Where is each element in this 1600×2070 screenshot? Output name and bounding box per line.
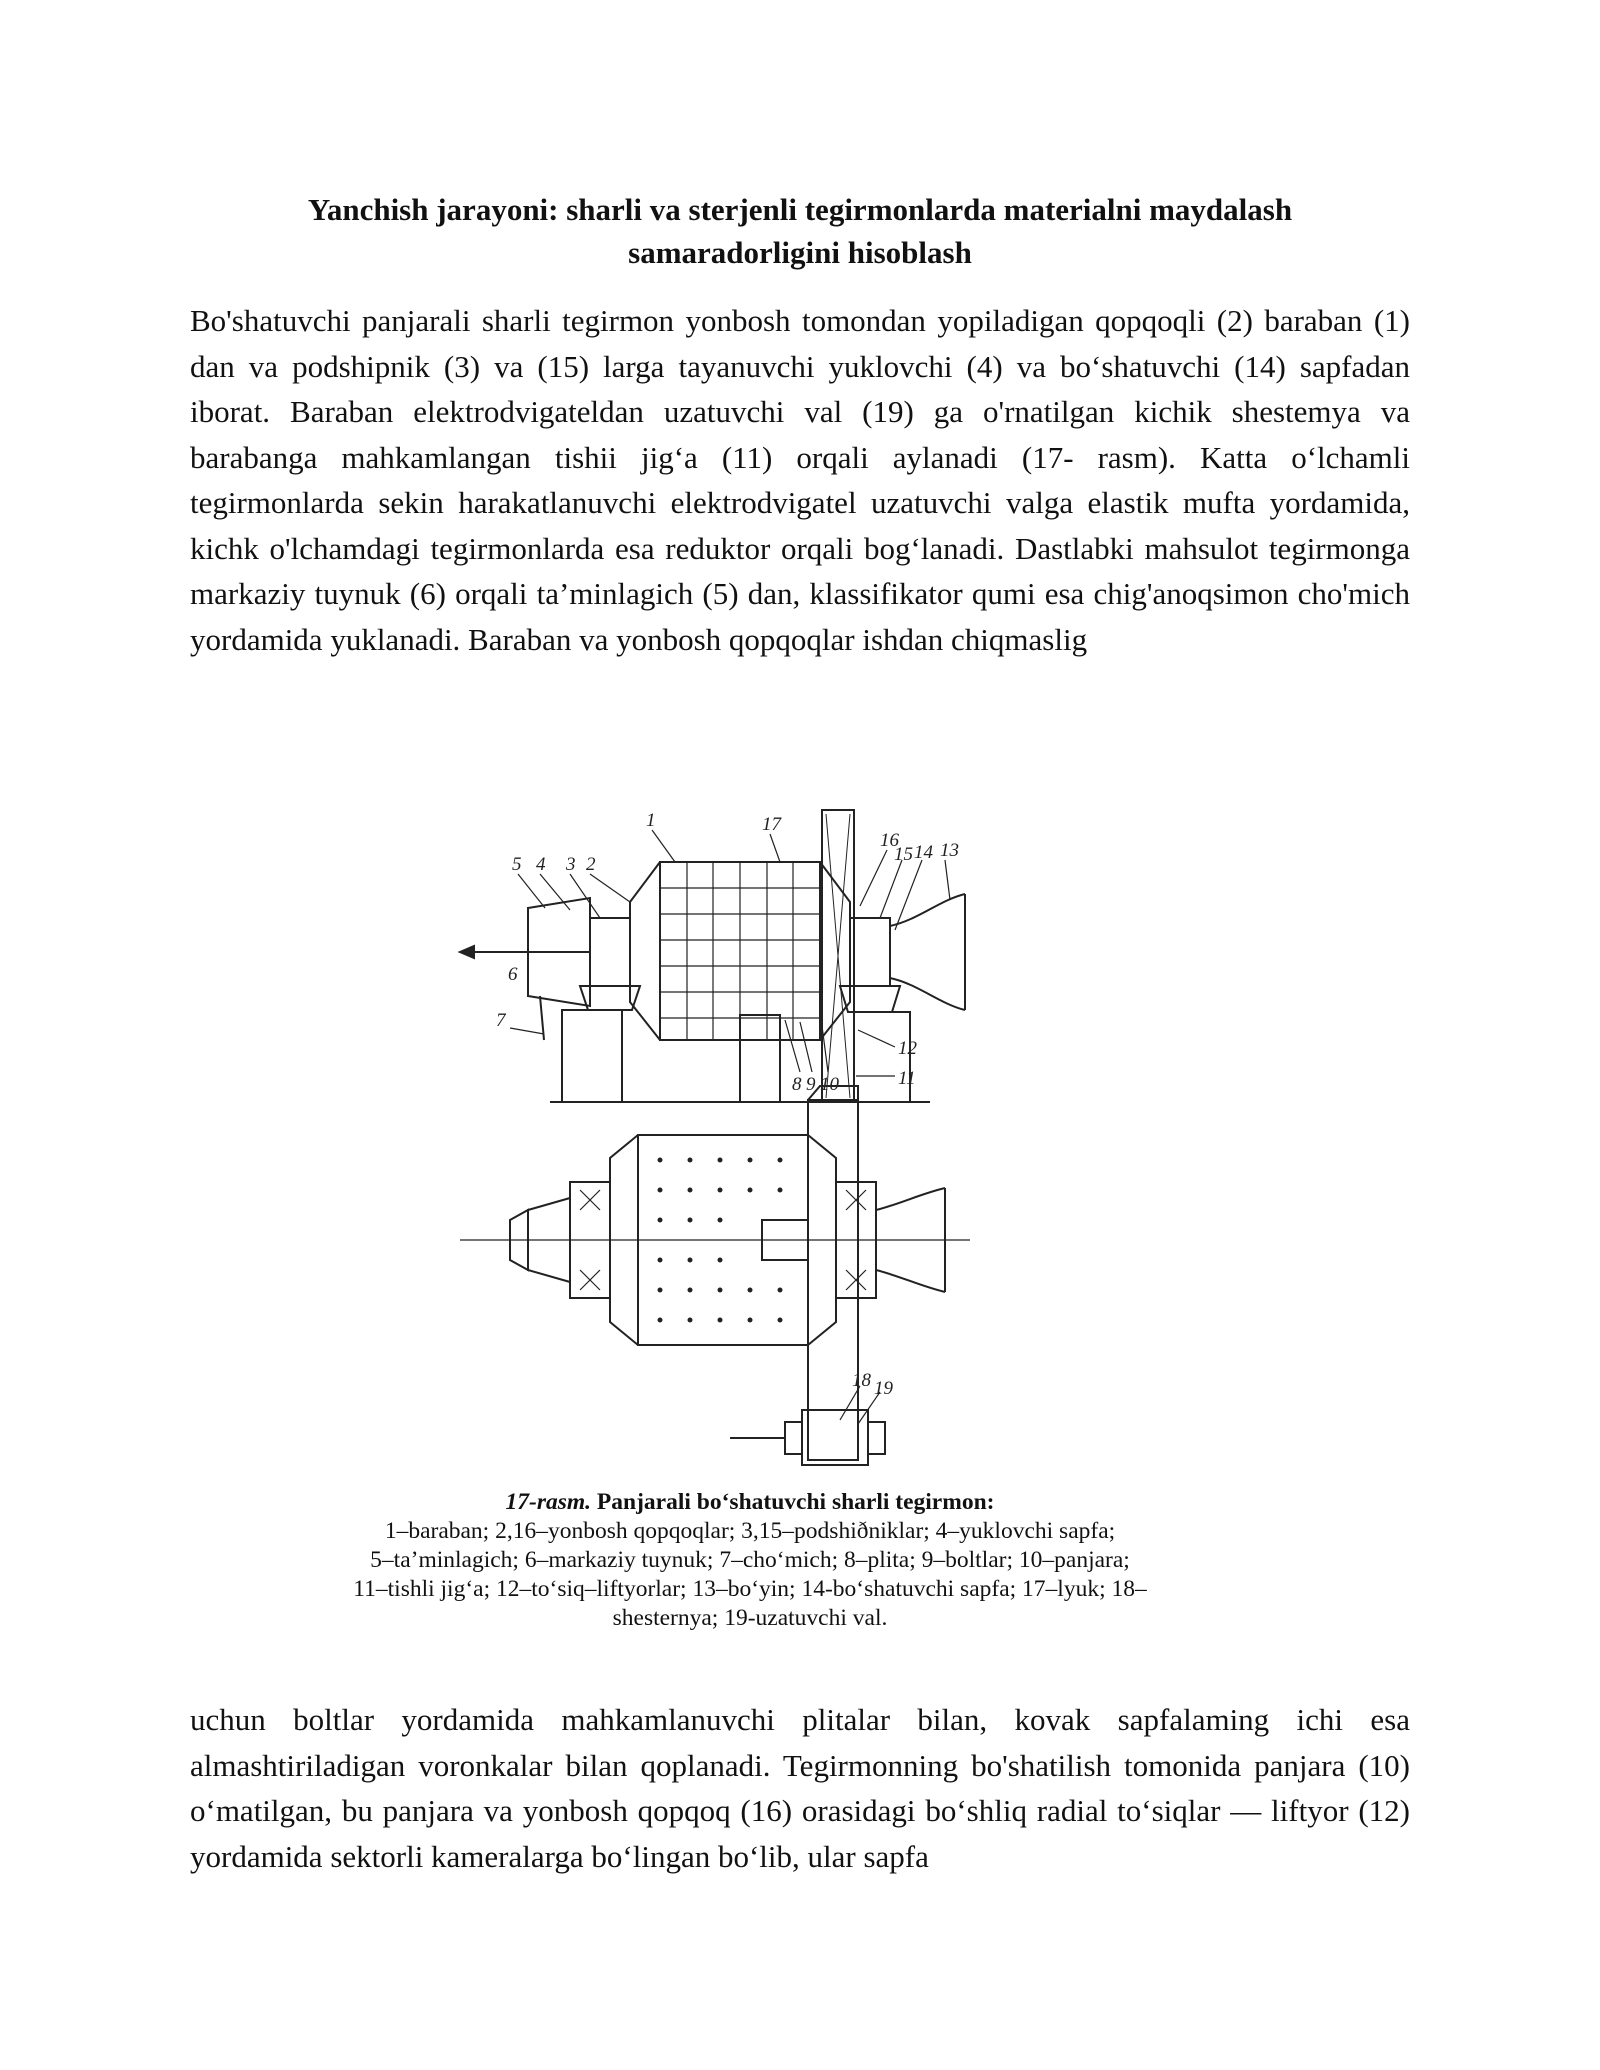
paragraph-2: uchun boltlar yordamida mahkamlanuvchi plitalar bilan, kovak sapfalaming ichi esa almashtiriladigan voronkalar bilan qoplanadi. Tegirmonning bo'shatilish tomonida panjara (10) o‘matilgan, bu panjara va yonbosh qopqoq (16) orasidagi bo‘shliq radial to‘siqlar — liftyor (12) yordamida sektorli kameralarga bo‘lingan bo‘lib, ular sapfa <box>190 1702 1410 1874</box>
feed-trunnion <box>590 918 630 986</box>
mill-drawing <box>440 790 1000 1480</box>
label-18: 18 <box>852 1370 871 1391</box>
caption-title: Panjarali bo‘shatuvchi sharli tegirmon: <box>596 1489 995 1515</box>
caption-line-2: 5–ta’minlagich; 6–markaziy tuynuk; 7–cho‘mich; 8–plita; 9–boltlar; 10–panjara; <box>370 1547 1130 1573</box>
label-5: 5 <box>512 854 522 875</box>
label-10: 10 <box>820 1074 839 1095</box>
feed-arrow-icon <box>460 946 474 958</box>
discharge-trunnion <box>850 918 890 986</box>
label-17: 17 <box>762 814 781 835</box>
title-line-2: samaradorligini hisoblash <box>628 235 972 270</box>
discharge-head <box>820 862 850 1040</box>
caption-line-3: 11–tishli jig‘a; 12–to‘siq–liftyorlar; 13–bo‘yin; 14-bo‘shatuvchi sapfa; 17–lyuk; 18– <box>353 1576 1147 1602</box>
plan-view <box>460 1086 970 1465</box>
label-19: 19 <box>874 1378 893 1399</box>
caption-number: 17-rasm. <box>505 1489 592 1515</box>
label-6: 6 <box>508 964 518 985</box>
document-title <box>190 188 1410 274</box>
foundation-center <box>740 1015 780 1102</box>
plan-girth-gear <box>808 1100 858 1460</box>
title-line-1: Yanchish jarayoni: sharli va sterjenli tegirmonlarda materialni maydalash <box>307 192 1293 227</box>
label-2: 2 <box>586 854 596 875</box>
label-1: 1 <box>646 810 656 831</box>
mill-figure <box>440 790 1000 1480</box>
label-14: 14 <box>914 842 933 863</box>
label-11: 11 <box>898 1068 916 1089</box>
discharge-neck <box>890 894 965 1010</box>
label-13: 13 <box>940 840 959 861</box>
caption-line-4: shesternya; 19-uzatuvchi val. <box>612 1605 888 1631</box>
label-9: 9 <box>806 1074 816 1095</box>
figure-caption <box>250 1488 1250 1633</box>
label-7: 7 <box>496 1010 506 1031</box>
label-3: 3 <box>566 854 576 875</box>
elevation-view <box>460 810 965 1102</box>
label-16: 16 <box>880 830 899 851</box>
paragraph-1: Bo'shatuvchi panjarali sharli tegirmon yonbosh tomondan yopiladigan qopqoqli (2) baraban (1) dan va podshipnik (3) va (15) larga tayanuvchi yuklovchi (4) va bo‘shatuvchi (14) sapfadan iborat. Baraban elektrodvigateldan uzatuvchi val (19) ga o'rnatilgan kichik shestemya va barabanga mahkamlangan tishii jig‘a (11) orqali aylanadi (17- rasm). Katta o‘lchamli tegirmonlarda sekin harakatlanuvchi elektrodvigatel uzatuvchi valga elastik mufta yordamida, kichk o'lchamdagi tegirmonlarda esa reduktor orqali bog‘lanadi. Dastlabki mahsulot tegirmonga markaziy tuynuk (6) orqali ta’minlagich (5) dan, klassifikator qumi esa chig'anoqsimon cho'mich yordamida yuklanadi. Baraban va yonbosh qopqoqlar ishdan chiqmaslig <box>190 303 1410 657</box>
label-4: 4 <box>536 854 546 875</box>
label-8: 8 <box>792 1074 802 1095</box>
label-15: 15 <box>894 844 913 865</box>
drum-liner-grid <box>660 862 820 1040</box>
foundation-left <box>562 1010 622 1102</box>
caption-line-1: 1–baraban; 2,16–yonbosh qopqoqlar; 3,15–podshiðniklar; 4–yuklovchi sapfa; <box>384 1518 1116 1544</box>
feed-head <box>630 862 660 1040</box>
label-12: 12 <box>898 1038 917 1059</box>
